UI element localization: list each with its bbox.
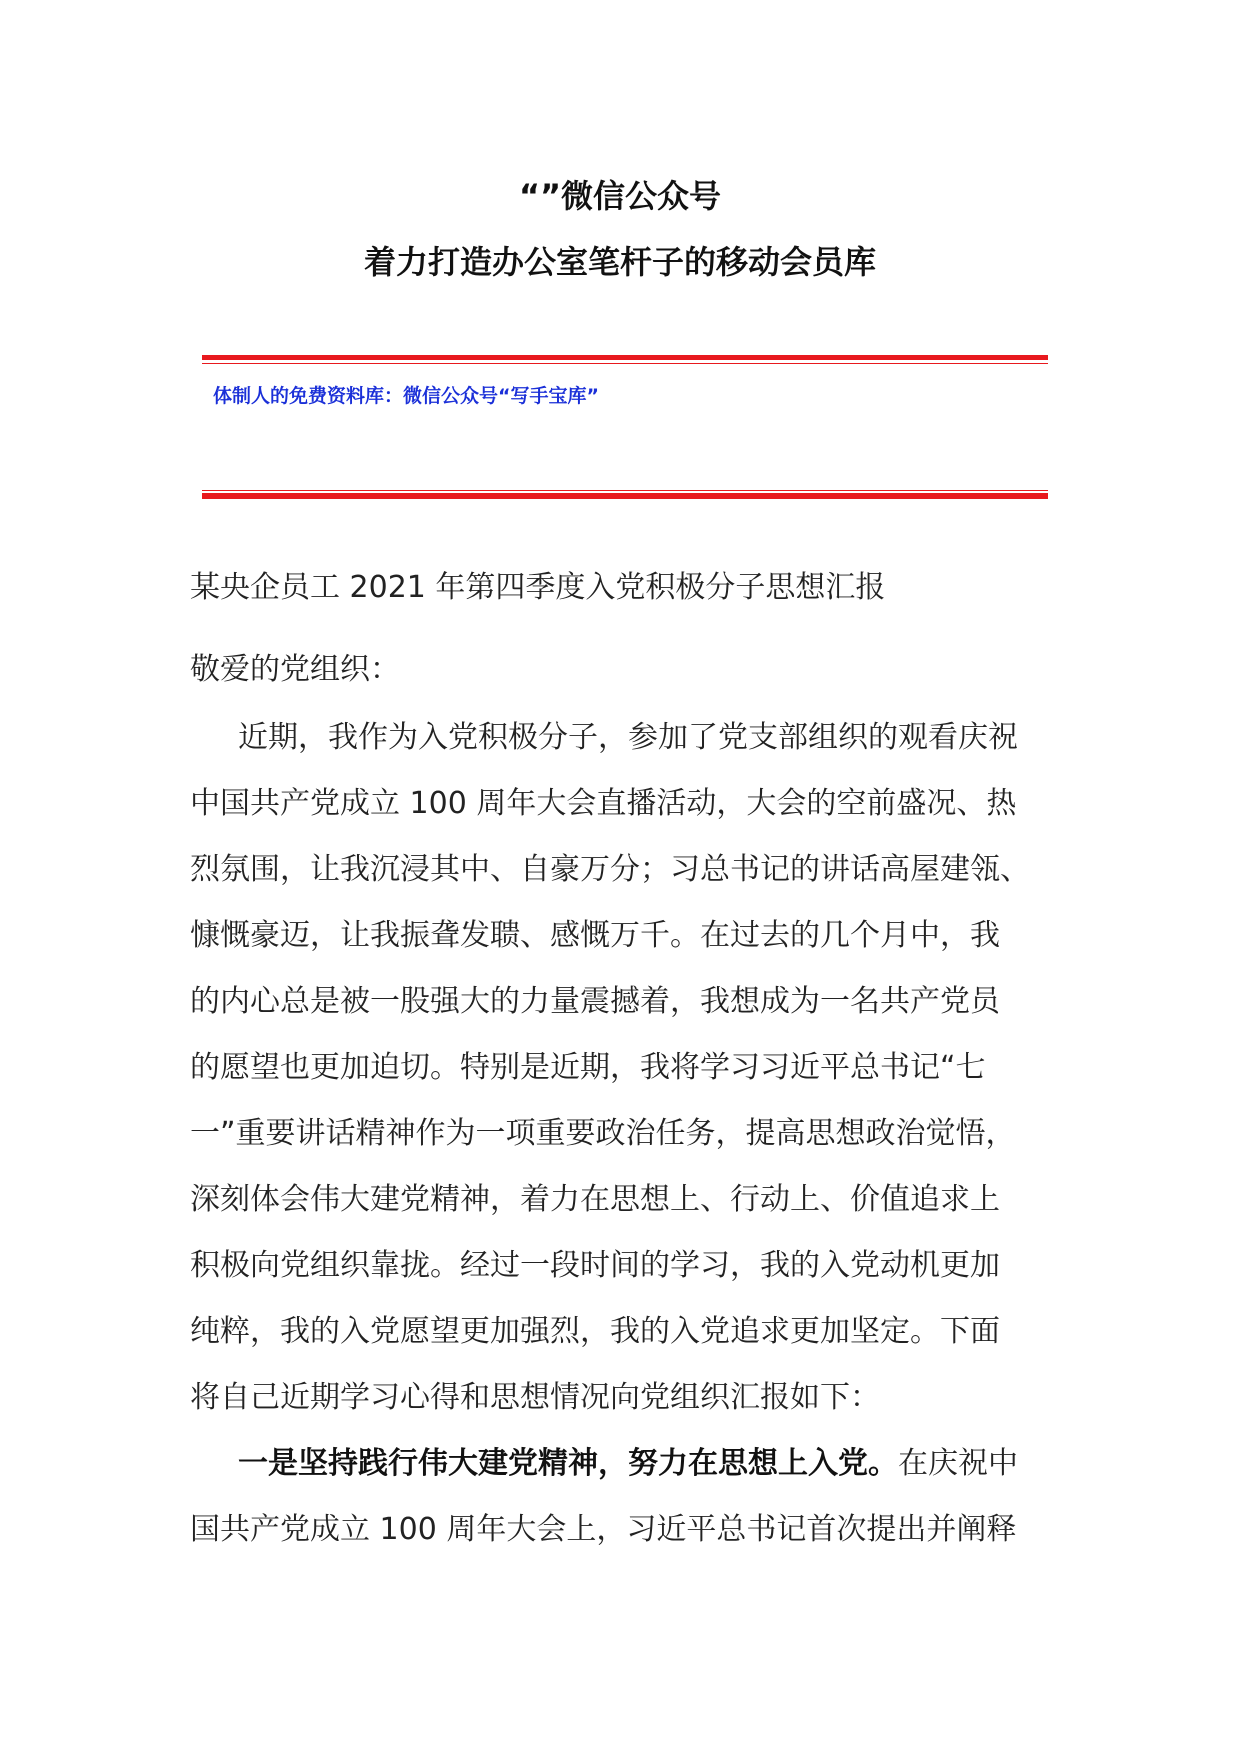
promo-text: 体制人的免费资料库：微信公众号“写手宝库” [213,385,599,407]
bottom-divider-thin [202,490,1048,491]
header-title-line1: “”微信公众号 [518,177,722,215]
header-title-line2: 着力打造办公室笔杆子的移动会员库 [363,243,876,281]
body-line: 国共产党成立 100 周年大会上，习近平总书记首次提出并阐释 [190,1512,1017,1547]
point1-text: 在庆祝中 [898,1446,1018,1481]
body-line: 将自己近期学习心得和思想情况向党组织汇报如下： [190,1380,880,1415]
point1-line [190,1442,1070,1508]
body-line: 的愿望也更加迫切。特别是近期，我将学习习近平总书记“七 [190,1050,986,1085]
top-divider-thin [202,363,1048,364]
body-line: 一”重要讲话精神作为一项重要政治任务，提高思想政治觉悟， [190,1116,1016,1151]
body-line: 慷慨豪迈，让我振聋发聩、感慨万千。在过去的几个月中，我 [190,918,1000,953]
salutation: 敬爱的党组织： [190,652,400,687]
bottom-divider-thick [202,493,1048,499]
body-line: 近期，我作为入党积极分子，参加了党支部组织的观看庆祝 [238,720,1018,755]
body-text [190,716,1070,1574]
document-title: 某央企员工 2021 年第四季度入党积极分子思想汇报 [190,570,886,605]
body-line: 积极向党组织靠拢。经过一段时间的学习，我的入党动机更加 [190,1248,1000,1283]
body-line: 纯粹，我的入党愿望更加强烈，我的入党追求更加坚定。下面 [190,1314,1000,1349]
body-line: 深刻体会伟大建党精神，着力在思想上、行动上、价值追求上 [190,1182,1000,1217]
body-line: 烈氛围，让我沉浸其中、自豪万分；习总书记的讲话高屋建瓴、 [190,852,1030,887]
top-divider-thick [202,355,1048,360]
body-line: 中国共产党成立 100 周年大会直播活动，大会的空前盛况、热 [190,786,1017,821]
body-line: 的内心总是被一股强大的力量震撼着，我想成为一名共产党员 [190,984,1000,1019]
point1-heading: 一是坚持践行伟大建党精神，努力在思想上入党。 [238,1446,898,1481]
